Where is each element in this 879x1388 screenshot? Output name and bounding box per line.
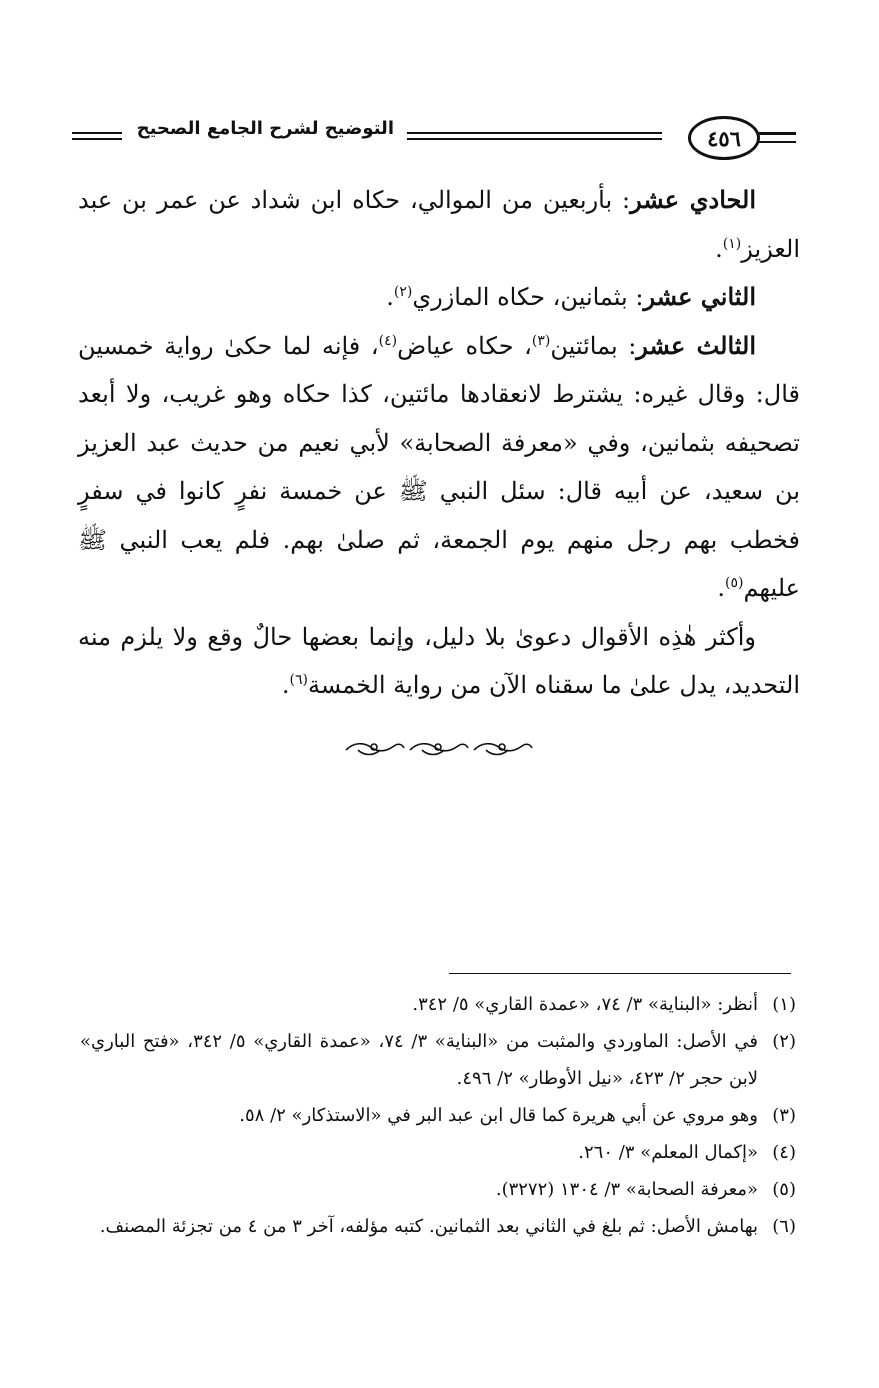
- footnote-ref[interactable]: (٥): [724, 575, 744, 591]
- footnote-number: (٢): [772, 1031, 796, 1052]
- footnote-2: [80, 1023, 796, 1097]
- footnote-ref[interactable]: (٣): [531, 332, 551, 349]
- page-header: [72, 112, 802, 160]
- footnote-ref[interactable]: (٢): [393, 284, 413, 300]
- footnotes: [80, 986, 796, 1245]
- footnote-3: [80, 1097, 796, 1134]
- paragraph-lead: الثالث عشر: [636, 330, 756, 360]
- footnote-text: أنظر: «البناية» ٣/ ٧٤، «عمدة القاري» ٥/ ٣٤٢.: [412, 994, 758, 1015]
- footnote-number: (١): [772, 994, 796, 1015]
- footnote-ref[interactable]: (٤): [378, 332, 398, 349]
- footnote-5: [80, 1171, 796, 1208]
- main-text: [78, 176, 800, 710]
- paragraph-lead: الحادي عشر: [630, 185, 756, 214]
- footnote-text: وهو مروي عن أبي هريرة كما قال ابن عبد البر في «الاستذكار» ٢/ ٥٨.: [239, 1105, 758, 1126]
- footnote-1: [80, 986, 796, 1023]
- paragraph-text: وأكثر هٰذِه الأقوال دعوىٰ بلا دليل، وإنما بعضها حالٌ وقع ولا يلزم منه التحديد، يدل علىٰ ما سقناه الآن من رواية الخمسة: [78, 622, 800, 699]
- paragraph-text: : بأربعين من الموالي، حكاه ابن شداد عن عمر بن عبد العزيز: [78, 186, 800, 263]
- page-number-ornament: [686, 114, 796, 158]
- page-number-tail: [756, 132, 796, 143]
- paragraph-text: : بمائتين: [550, 331, 637, 360]
- footnote-number: (٥): [772, 1179, 796, 1200]
- footnote-text: بهامش الأصل: ثم بلغ في الثاني بعد الثمانين. كتبه مؤلفه، آخر ٣ من ٤ من تجزئة المصنف.: [99, 1216, 758, 1237]
- paragraph-lead: الثاني عشر: [643, 282, 756, 311]
- footnote-6: [80, 1208, 796, 1245]
- footnote-text: «معرفة الصحابة» ٣/ ١٣٠٤ (٣٢٧٢).: [495, 1179, 758, 1200]
- paragraph-text: ، حكاه عياض: [397, 331, 532, 360]
- running-title: التوضيح لشرح الجامع الصحيح: [136, 118, 394, 139]
- footnote-4: [80, 1134, 796, 1171]
- footnote-text: في الأصل: الماوردي والمثبت من «البناية» ٣/ ٧٤، «عمدة القاري» ٥/ ٣٤٢، «فتح الباري» لابن حجر ٢/ ٤٢٣، «نيل الأوطار» ٢/ ٤٩٦.: [80, 1031, 758, 1089]
- footnote-number: (٤): [772, 1142, 796, 1163]
- section-divider-ornament: [0, 736, 879, 765]
- footnote-separator: [449, 973, 791, 974]
- paragraph-text: : بثمانين، حكاه المازري: [412, 283, 644, 311]
- ornament-icon: [340, 736, 540, 760]
- paragraph-text: ، فإنه لما حكىٰ رواية خمسين قال: وقال غيره: يشترط لانعقادها مائتين، كذا حكاه وهو غريب، ولا أبعد تصحيفه بثمانين، وفي «معرفة الصحابة» لأبي نعيم من حديث عبد العزيز بن سعيد، عن أبيه قال: سئل النبي ﷺ عن خمسة نفرٍ كانوا في سفرٍ فخطب بهم رجل منهم يوم الجمعة، ثم صلىٰ بهم. فلم يعب النبي ﷺ عليهم: [78, 331, 800, 602]
- header-rule-left: [72, 132, 122, 140]
- header-rule-right: [407, 132, 662, 140]
- footnote-ref[interactable]: (٦): [289, 672, 308, 688]
- paragraph-3: الثالث عشر: بمائتين$^{(٣)}$، حكاه عياض$^{(٤)}$، فإنه لما حكىٰ رواية خمسين قال: وقال غيره: يشترط لانعقادها مائتين، كذا حكاه وهو غريب، ولا أبعد تصحيفه بثمانين، وفي «معرفة الصحابة» لأبي نعيم من حديث عبد العزيز بن سعيد، عن أبيه قال: سئل النبي ﷺ عن خمسة نفرٍ كانوا في سفرٍ فخطب بهم رجل منهم يوم الجمعة، ثم صلىٰ بهم. فلم يعب النبي ﷺ عليهم$^{(٥)}$.: [78, 330, 800, 602]
- paragraph-4: وأكثر هٰذِه الأقوال دعوىٰ بلا دليل، وإنما بعضها حالٌ وقع ولا يلزم منه التحديد، يدل علىٰ ما سقناه الآن من رواية الخمسة$^{(٦)}$.: [78, 622, 800, 699]
- footnote-number: (٣): [772, 1105, 796, 1126]
- paragraph-2: الثاني عشر: بثمانين، حكاه المازري$^{(٢)}$.: [386, 282, 756, 311]
- footnote-text: «إكمال المعلم» ٣/ ٢٦٠.: [578, 1142, 758, 1163]
- footnote-number: (٦): [772, 1216, 796, 1237]
- paragraph-1: الحادي عشر: بأربعين من الموالي، حكاه ابن شداد عن عمر بن عبد العزيز$^{(١)}$.: [78, 185, 800, 263]
- footnote-ref[interactable]: (١): [722, 235, 742, 252]
- page-number: ٤٥٦: [688, 116, 760, 160]
